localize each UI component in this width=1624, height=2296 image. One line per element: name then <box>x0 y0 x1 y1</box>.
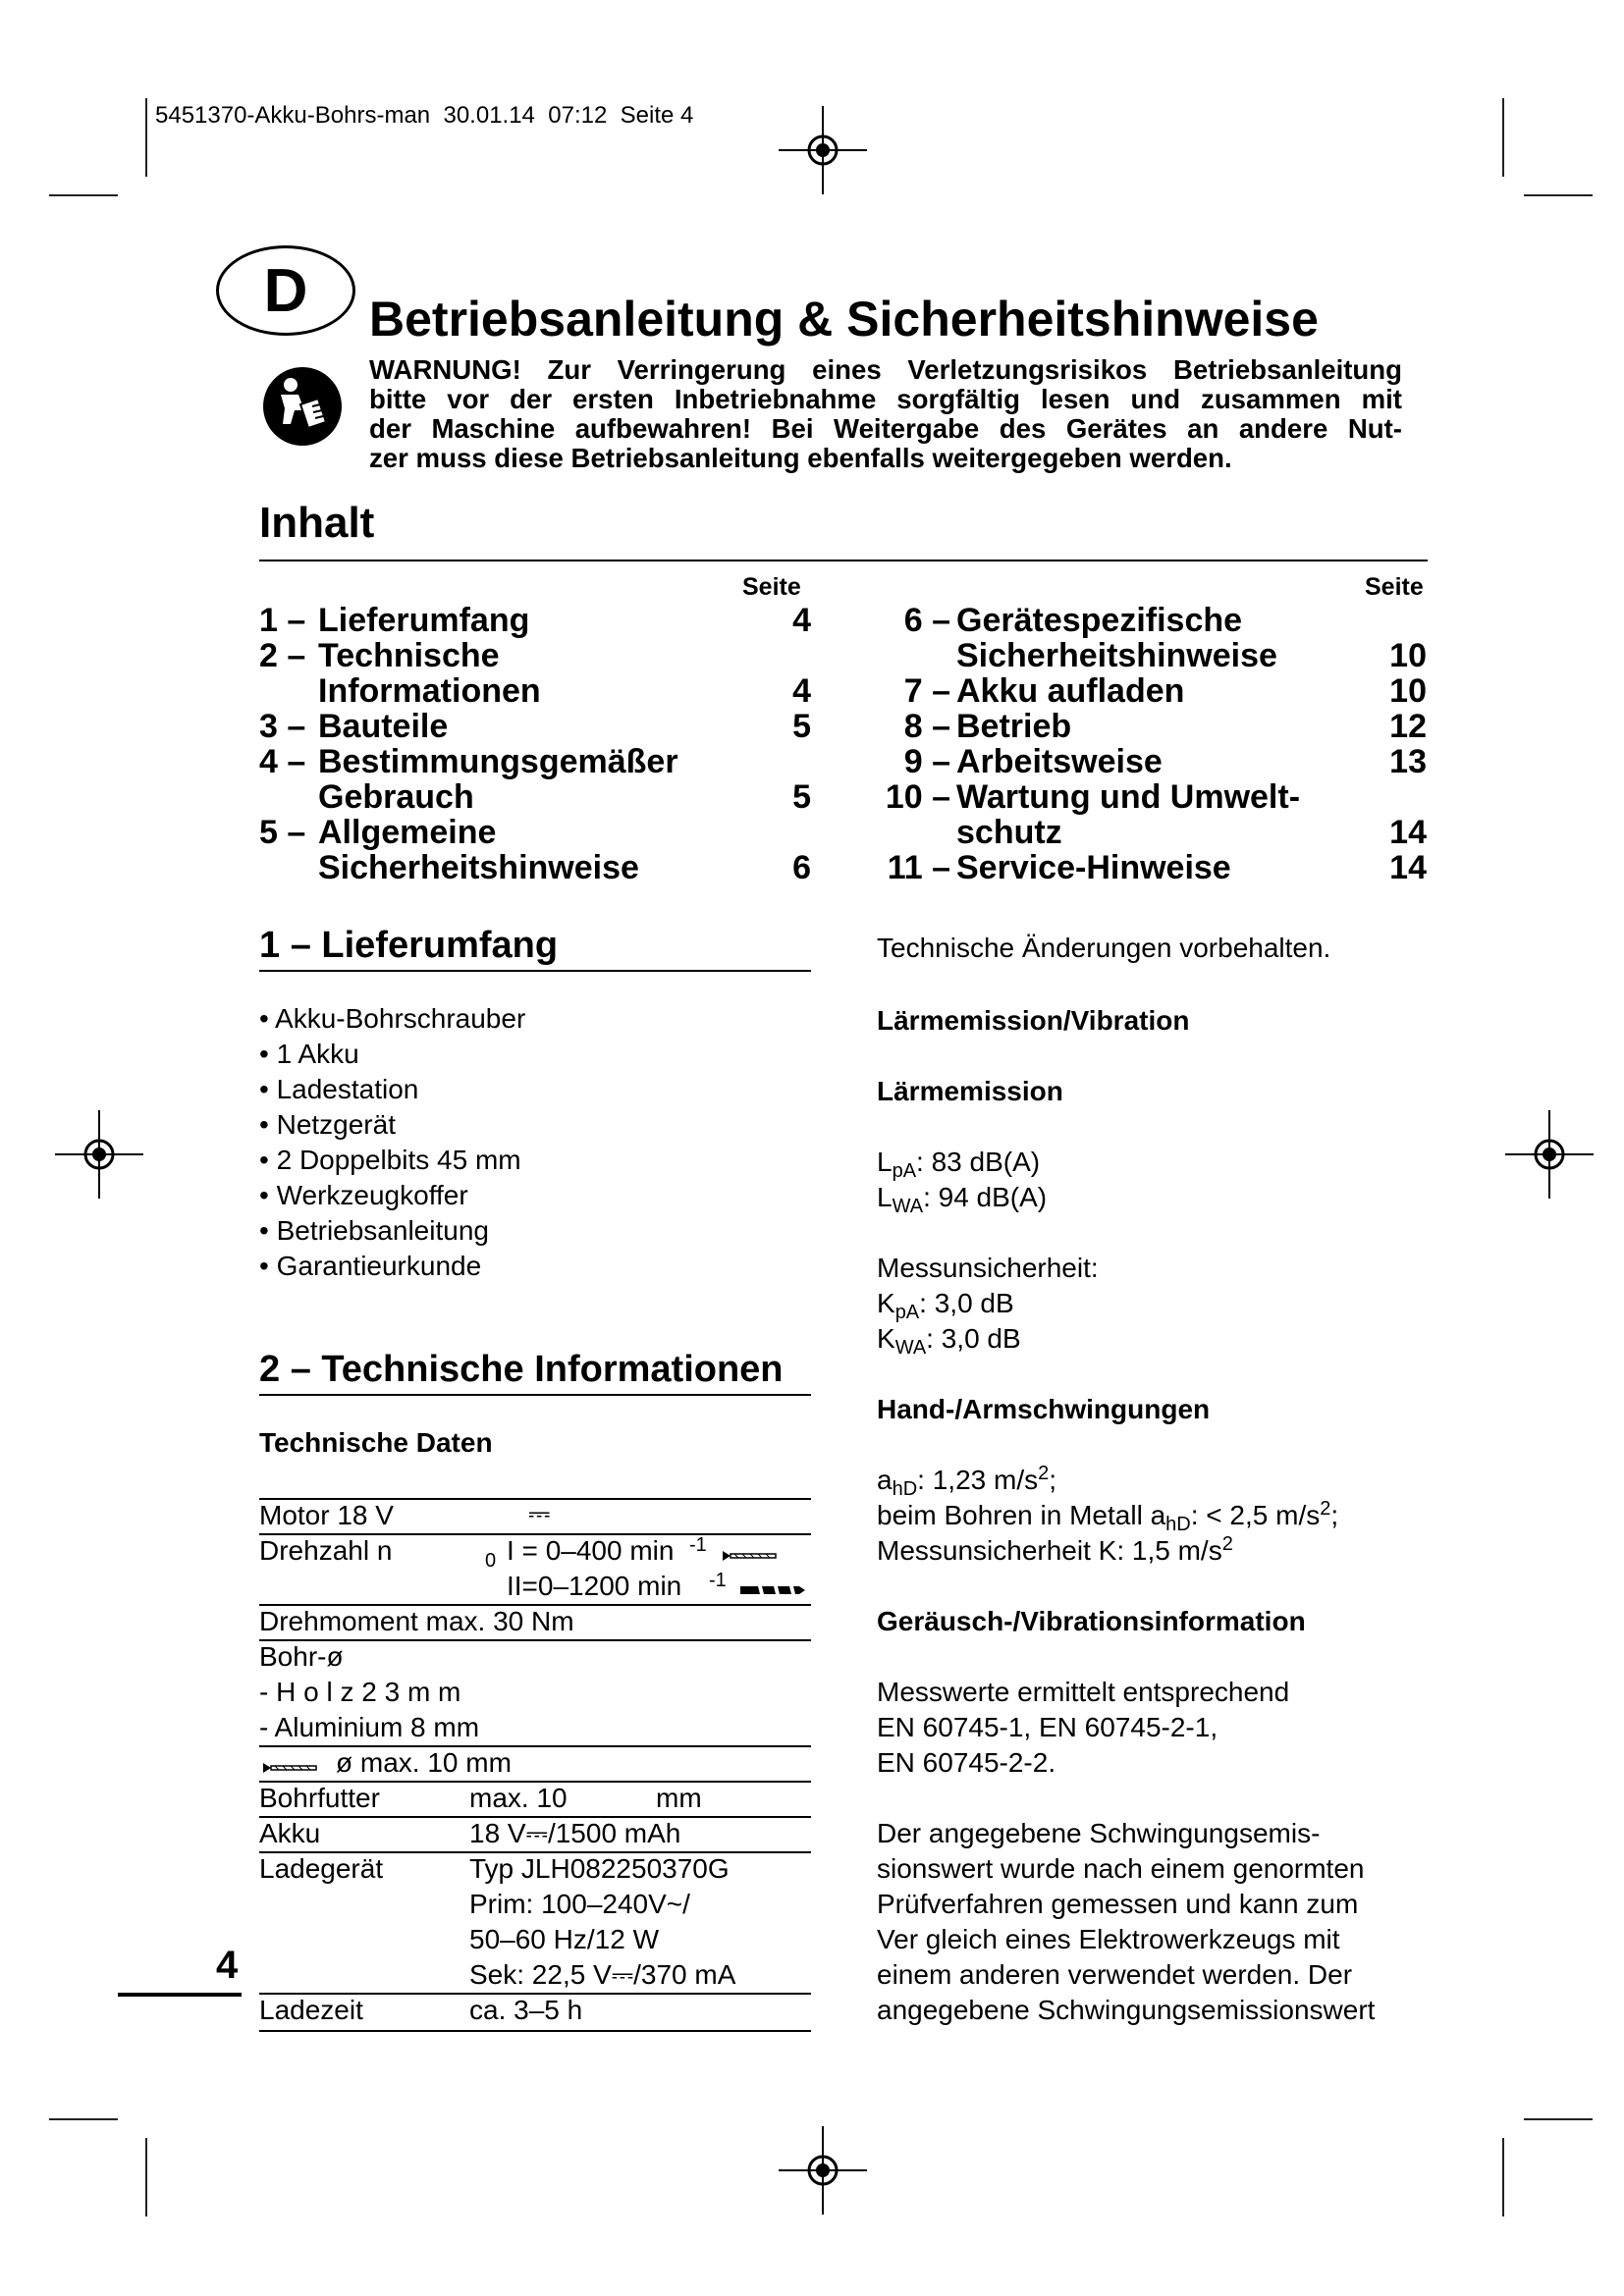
ahd-value: $a_{hD}$: 1,23 $m/s^2$; <box>877 1463 1056 1500</box>
toc-entry <box>259 603 811 638</box>
noise-heading: Lärmemission <box>877 1076 1063 1106</box>
toc-entry-page: 4 <box>792 602 811 639</box>
toc-entry-text: Lieferumfang <box>318 602 530 639</box>
noise-vibration-heading: Lärmemission/Vibration <box>877 1005 1190 1036</box>
toc-entry-text: Arbeitsweise <box>956 743 1163 780</box>
toc-entry-text: Wartung und Umwelt- <box>956 778 1301 816</box>
warning-text <box>369 355 1402 473</box>
toc-entry-number: 8 – <box>903 708 950 745</box>
wood-diameter: - H o l z 2 3 m m <box>259 1677 461 1707</box>
list-item: • Netzgerät <box>259 1107 525 1143</box>
speed-2: II=0–1200 min <box>507 1571 682 1601</box>
toc-entry-text: Bauteile <box>318 708 449 745</box>
paragraph-line: einem anderen verwendet werden. Der <box>877 1959 1353 1990</box>
registration-mark-icon <box>779 2126 867 2215</box>
registration-mark-icon <box>55 1110 143 1199</box>
drill-diameter-label: Bohr-ø <box>259 1641 344 1672</box>
toc-entry-number: 1 – <box>259 602 306 639</box>
drehzahl-label: Drehzahl n <box>259 1535 393 1566</box>
toc-entry-number: 4 – <box>259 743 306 780</box>
toc-entry-text: Technische <box>318 637 500 674</box>
crop-mark <box>1502 98 1504 177</box>
warning-line: WARNUNG! Zur Verringerung eines Verletzungsrisikos Betriebsanleitung <box>369 354 1402 385</box>
paragraph-line: Prüfverfahren gemessen und kann zum <box>877 1889 1359 1919</box>
crop-mark <box>1524 194 1593 196</box>
toc-entry-number: 7 – <box>903 672 950 710</box>
dc-symbol: ⎓ <box>528 1498 551 1528</box>
warning-line: bitte vor der ersten Inbetriebnahme sorgfältig lesen und zusammen mit <box>369 384 1402 414</box>
charger-type: Typ JLH082250370G <box>469 1853 730 1884</box>
speed-1: I = 0–400 min <box>507 1535 675 1566</box>
toc-entry <box>872 603 1427 638</box>
divider <box>259 970 811 972</box>
charge-time-value: ca. 3–5 h <box>469 1995 583 2025</box>
list-item: • 2 Doppelbits 45 mm <box>259 1143 525 1178</box>
crop-mark <box>145 98 147 177</box>
table-rule <box>259 2030 811 2032</box>
drehzahl-sub: 0 <box>485 1550 497 1572</box>
charger-primary: Prim: 100–240V~/ <box>469 1889 690 1919</box>
lwa-value: $L_{WA}$: 94 dB(A) <box>877 1182 1048 1217</box>
toc-entry-text: schutz <box>956 814 1062 851</box>
toc-entry <box>872 779 1427 815</box>
divider <box>259 560 1428 561</box>
toc-seite-label: Seite <box>1365 573 1424 601</box>
toc-entry-page: 10 <box>1389 672 1427 710</box>
uncertainty-k: Messunsicherheit K: 1,5 $m/s^2$ <box>877 1533 1233 1566</box>
divider <box>259 1394 811 1396</box>
screwdriver-bit-icon <box>723 1549 782 1563</box>
toc-entry-number: 5 – <box>259 814 306 851</box>
lpa-value: $L_{pA}$: 83 dB(A) <box>877 1147 1041 1182</box>
toc-entry <box>259 638 811 673</box>
read-manual-icon <box>261 365 344 448</box>
norm-line: EN 60745-1, EN 60745-2-1, <box>877 1712 1218 1742</box>
toc-heading: Inhalt <box>259 499 375 547</box>
chuck-value: max. 10 <box>469 1783 568 1813</box>
battery-value: 18 V⎓/1500 mAh <box>469 1818 681 1848</box>
toc-entry-page: 14 <box>1389 849 1427 886</box>
print-header: 5451370-Akku-Bohrs-man 30.01.14 07:12 Seite 4 <box>155 102 694 129</box>
toc-entry-number: 9 – <box>903 743 950 780</box>
toc-entry <box>872 850 1427 885</box>
drill-bit-icon <box>740 1582 805 1598</box>
toc-entry-page: 10 <box>1389 637 1427 674</box>
tech-data-heading: Technische Daten <box>259 1427 493 1458</box>
aluminium-diameter: - Aluminium 8 mm <box>259 1712 480 1742</box>
uncertainty-label: Messunsicherheit: <box>877 1253 1099 1283</box>
battery-label: Akku <box>259 1818 321 1848</box>
noise-info-heading: Geräusch-/Vibrationsinformation <box>877 1606 1306 1636</box>
crop-mark <box>1502 2138 1504 2216</box>
toc-entry-text: Informationen <box>318 672 541 710</box>
toc-entry <box>872 709 1427 744</box>
paragraph-line: Der angegebene Schwingungsemis- <box>877 1818 1321 1848</box>
speed-exponent: -1 <box>689 1534 707 1556</box>
toc-entry-number: 10 – <box>885 778 950 816</box>
list-item: • Akku-Bohrschrauber <box>259 1001 525 1037</box>
page-number-rule <box>118 1993 242 1997</box>
metal-drilling-value: beim Bohren in Metall $a_{hD}$: < 2,5 $m/s^2$; <box>877 1498 1339 1535</box>
toc-entry-number: 6 – <box>903 602 950 639</box>
crop-mark <box>145 2138 147 2216</box>
toc-entry-number: 11 – <box>887 849 950 886</box>
toc-entry-page: 5 <box>792 778 811 816</box>
toc-entry-text: Sicherheitshinweise <box>318 849 639 886</box>
registration-mark-icon <box>779 106 867 194</box>
toc-entry-text: Gebrauch <box>318 778 474 816</box>
chuck-label: Bohrfutter <box>259 1783 380 1813</box>
toc-entry-number: 2 – <box>259 637 306 674</box>
hand-arm-heading: Hand-/Armschwingungen <box>877 1394 1211 1424</box>
kwa-value: $K_{WA}$: 3,0 dB <box>877 1323 1021 1359</box>
language-badge: D <box>216 245 355 336</box>
section-2-title: 2 – Technische Informationen <box>259 1349 784 1390</box>
charger-secondary: Sek: 22,5 V⎓/370 mA <box>469 1959 736 1990</box>
norm-line: EN 60745-2-2. <box>877 1747 1056 1778</box>
toc-right <box>872 603 1427 885</box>
toc-entry-number: 3 – <box>259 708 306 745</box>
toc-entry-page: 14 <box>1389 814 1427 851</box>
toc-entry <box>259 673 811 709</box>
page-title: Betriebsanleitung & Sicherheitshinweise <box>369 292 1319 347</box>
toc-entry <box>259 815 811 850</box>
toc-entry <box>259 744 811 779</box>
charge-time-label: Ladezeit <box>259 1995 363 2025</box>
section-1-title: 1 – Lieferumfang <box>259 925 559 966</box>
delivery-list <box>259 1001 525 1284</box>
changes-note: Technische Änderungen vorbehalten. <box>877 933 1331 963</box>
toc-entry-text: Service-Hinweise <box>956 849 1231 886</box>
toc-entry <box>872 673 1427 709</box>
list-item: • Ladestation <box>259 1072 525 1107</box>
toc-entry <box>259 709 811 744</box>
toc-entry-text: Gerätespezifische <box>956 602 1243 639</box>
list-item: • Werkzeugkoffer <box>259 1178 525 1213</box>
toc-entry <box>872 815 1427 850</box>
crop-mark <box>49 2118 118 2120</box>
toc-entry <box>872 638 1427 673</box>
paragraph-line: angegebene Schwingungsemissionswert <box>877 1995 1376 2025</box>
toc-seite-label: Seite <box>742 573 801 601</box>
paragraph-line: sionswert wurde nach einem genormten <box>877 1853 1365 1884</box>
toc-entry <box>259 850 811 885</box>
screwdriver-bit-icon <box>263 1761 322 1775</box>
registration-mark-icon <box>1505 1110 1594 1199</box>
toc-entry-text: Sicherheitshinweise <box>956 637 1277 674</box>
toc-entry-text: Akku aufladen <box>956 672 1185 710</box>
paragraph-line: Ver gleich eines Elektrowerkzeugs mit <box>877 1924 1340 1954</box>
toc-entry-page: 5 <box>792 708 811 745</box>
warning-line: der Maschine aufbewahren! Bei Weitergabe des Gerätes an andere Nut- <box>369 413 1402 444</box>
crop-mark <box>49 194 118 196</box>
toc-entry-page: 4 <box>792 672 811 710</box>
charger-label: Ladegerät <box>259 1853 384 1884</box>
kpa-value: $K_{pA}$: 3,0 dB <box>877 1288 1014 1323</box>
torque: Drehmoment max. 30 Nm <box>259 1606 574 1636</box>
toc-entry-text: Allgemeine <box>318 814 497 851</box>
screw-max-diameter: ø max. 10 mm <box>336 1747 512 1778</box>
charger-frequency: 50–60 Hz/12 W <box>469 1924 659 1954</box>
page-number: 4 <box>216 1944 239 1987</box>
chuck-unit: mm <box>656 1783 702 1813</box>
toc-entry <box>259 779 811 815</box>
crop-mark <box>1524 2118 1593 2120</box>
toc-entry-page: 12 <box>1389 708 1427 745</box>
toc-left <box>259 603 811 885</box>
toc-entry <box>872 744 1427 779</box>
toc-entry-page: 13 <box>1389 743 1427 780</box>
motor-label: Motor 18 V <box>259 1500 394 1530</box>
warning-line: zer muss diese Betriebsanleitung ebenfalls weitergegeben werden. <box>369 443 1232 473</box>
speed-exponent: -1 <box>709 1570 727 1591</box>
list-item: • Betriebsanleitung <box>259 1213 525 1249</box>
toc-entry-text: Betrieb <box>956 708 1072 745</box>
list-item: • 1 Akku <box>259 1037 525 1072</box>
toc-entry-text: Bestimmungsgemäßer <box>318 743 678 780</box>
list-item: • Garantieurkunde <box>259 1249 525 1284</box>
norm-line: Messwerte ermittelt entsprechend <box>877 1677 1290 1707</box>
toc-entry-page: 6 <box>792 849 811 886</box>
